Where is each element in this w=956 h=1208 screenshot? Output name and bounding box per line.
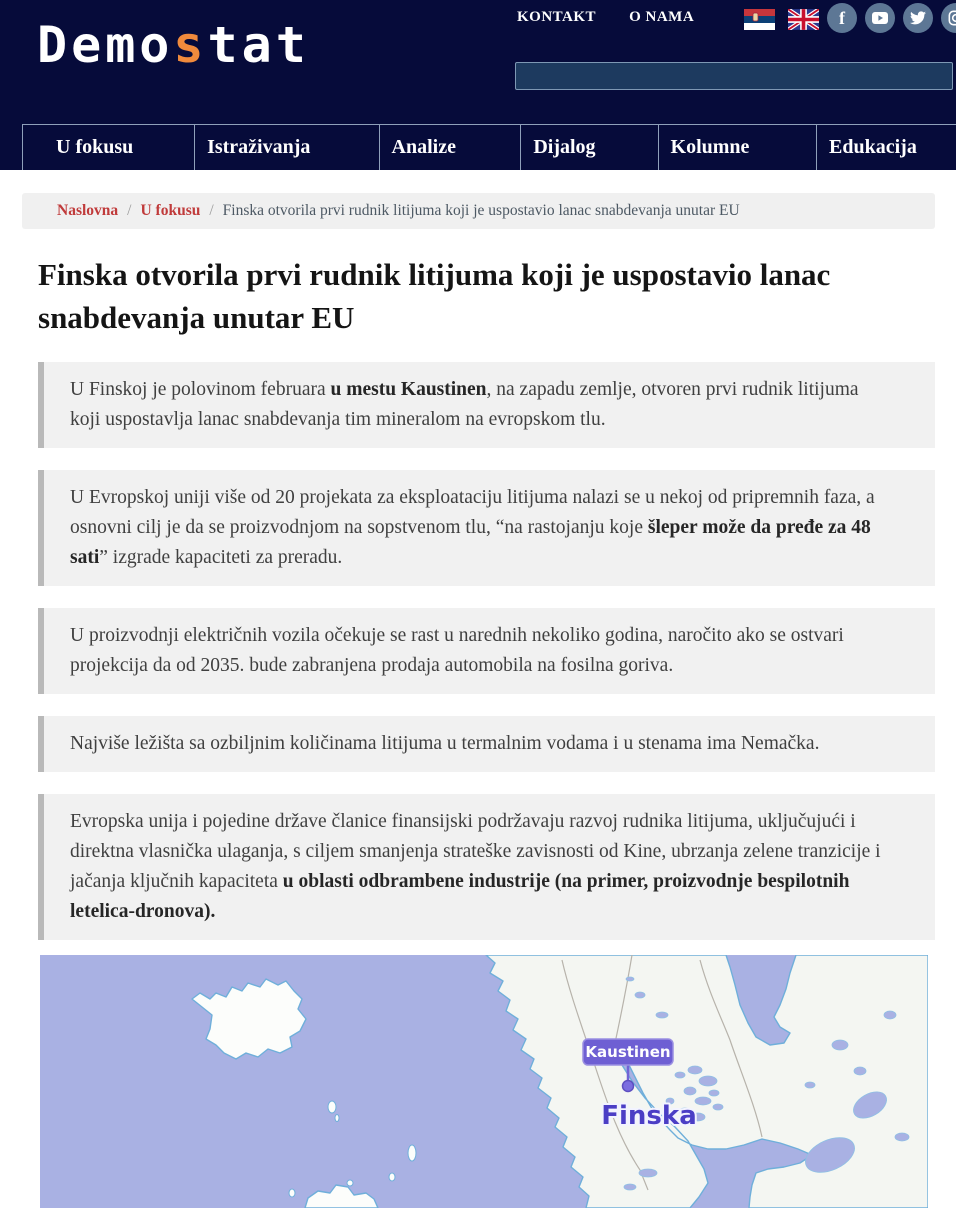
page-title: Finska otvorila prvi rudnik litijuma koji je uspostavio lanac snabdevanja unutar EU: [38, 257, 831, 336]
uk-flag-icon[interactable]: [788, 9, 819, 30]
logo-text-suffix: tat: [207, 16, 310, 74]
breadcrumb-current: Finska otvorila prvi rudnik litijuma koji je uspostavio lanac snabdevanja unutar EU: [222, 202, 740, 219]
article-lead-paragraph: U Evropskoj uniji više od 20 projekata za eksploataciju litijuma nalazi se u nekoj od pripremnih faza, a osnovni cilj je da se proizvodnjom na sopstvenom tlu, “na rastojanju koje šleper može da pređe za 48 sati” izgrade kapaciteti za preradu.: [38, 470, 935, 586]
main-navigation: [22, 124, 956, 170]
article-lead-paragraph: U Finskoj je polovinom februara u mestu Kaustinen, na zapadu zemlje, otvoren prvi rudnik litijuma koji uspostavlja lanac snabdevanja tim mineralom na evropskom tlu.: [38, 362, 935, 448]
map-marker-dot: [623, 1080, 634, 1091]
nav-item-analize[interactable]: Analize: [379, 125, 521, 170]
article-lead-paragraph: Evropska unija i pojedine države članice finansijski podržavaju razvoj rudnika litijuma, uključujući i direktna vlasnička ulaganja, s ciljem smanjenja strateške zavisnosti od Kine, ubrzanja zelene tranzicije i jačanja ključnih kapaciteta u oblasti odbrambene industrije (na primer, proizvodnje bespilotnih letelica-dronova).: [38, 794, 935, 940]
breadcrumb: [22, 193, 935, 229]
article-lead-paragraph: U proizvodnji električnih vozila očekuje se rast u narednih nekoliko godina, naročito ako se ostvari projekcija da od 2035. bude zabranjena prodaja automobila na fosilna goriva.: [38, 608, 935, 694]
breadcrumb-home[interactable]: Naslovna: [57, 202, 119, 219]
o-nama-link[interactable]: O NAMA: [629, 9, 695, 25]
instagram-icon[interactable]: [941, 3, 956, 33]
nav-item-dijalog[interactable]: Dijalog: [520, 125, 657, 170]
social-links: [827, 3, 956, 33]
breadcrumb-separator: /: [209, 202, 214, 219]
search-input[interactable]: [515, 62, 953, 90]
header-links: [517, 9, 694, 26]
map-hebrides: [289, 1189, 295, 1197]
language-switcher: [744, 9, 819, 30]
map-city-label: Kaustinen: [585, 1042, 671, 1061]
kontakt-link[interactable]: KONTAKT: [517, 9, 597, 25]
scandinavia-map: [40, 955, 928, 1208]
nav-item-istrazivanja[interactable]: Istraživanja: [194, 125, 378, 170]
site-logo[interactable]: [37, 16, 310, 74]
logo-text-prefix: Demo: [37, 16, 174, 74]
logo-text-accent: s: [173, 16, 208, 74]
article-lead-paragraph: Najviše ležišta sa ozbiljnim količinama litijuma u termalnim vodama i u stenama ima Nemačka.: [38, 716, 935, 772]
nav-item-kolumne[interactable]: Kolumne: [658, 125, 817, 170]
nav-item-edukacija[interactable]: Edukacija: [816, 125, 956, 170]
facebook-icon[interactable]: f: [827, 3, 857, 33]
serbian-flag-icon[interactable]: [744, 9, 775, 30]
breadcrumb-separator: /: [127, 202, 132, 219]
youtube-icon[interactable]: [865, 3, 895, 33]
article-map-image: [40, 955, 928, 1208]
site-header: [0, 0, 956, 170]
breadcrumb-section[interactable]: U fokusu: [140, 202, 201, 219]
map-country-label: Finska: [601, 1100, 697, 1131]
nav-item-u-fokusu[interactable]: U fokusu: [22, 125, 194, 170]
twitter-icon[interactable]: [903, 3, 933, 33]
